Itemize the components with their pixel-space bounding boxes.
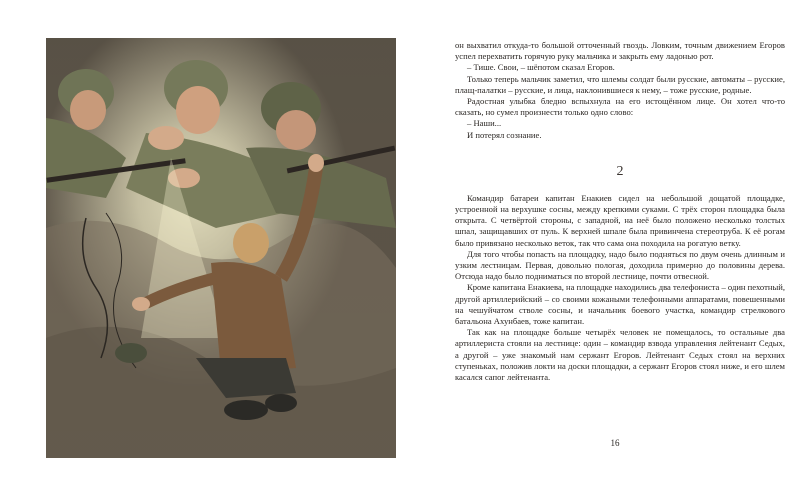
paragraph: Для того чтобы попасть на площадку, надо было подняться по двум очень длинным и узким лестницам. Первая, довольно пологая, доходила примерно до половины дерева. Отсюда надо было подниматься по второй лестнице, почти отвесной. — [455, 248, 785, 282]
dialogue-line: – Наши... — [467, 118, 502, 129]
paragraph: Только теперь мальчик заметил, что шлемы солдат были русские, автоматы – русские, плащ-палатки – русские, и лица, наклонившиеся к нему, – тоже русские, родные. — [455, 73, 785, 95]
paragraph: Так как на площадке больше четырёх человек не помещалось, то остальные два артиллериста стояли на лестнице: один – командир взвода управления лейтенант Седых, а другой – уже знакомый нам сержант Егоров. Лейтенант Седых стоял на верхних ступеньках, положив локти на доски площадки, а сержант Егоров стоял ниже, и его шлем касался сапог лейтенанта. — [455, 327, 785, 383]
paragraph: Радостная улыбка бледно вспыхнула на его истощённом лице. Он хотел что-то сказать, но сумел произнести только одно слово: — [455, 96, 785, 118]
war-illustration — [46, 38, 396, 458]
chapter-number: 2 — [616, 163, 624, 179]
paragraph: он выхватил откуда-то большой отточенный гвоздь. Ловким, точным движением Егоров успел перехватить горячую руку мальчика и закрыть ему ладонью рот. — [455, 40, 785, 62]
page-number: 16 — [610, 438, 620, 448]
paragraph: И потерял сознание. — [467, 129, 542, 140]
paragraph: Командир батареи капитан Енакиев сидел на небольшой дощатой площадке, устроенной на верхушке сосны, между крепкими суками. С трёх сторон площадка была открыта. С четвёртой стороны, с западной, на неё было положено несколько толстых шпал, защищавших от пуль. К верхней шпале была привинчена стереотруба. К её рогам было привязано несколько веток, так что сама она походила на рогатую ветку. — [455, 192, 785, 248]
text-column — [455, 40, 785, 383]
paragraph: Кроме капитана Енакиева, на площадке находились два телефониста – один пехотный, другой артиллерийский – со своими кожаными телефонными аппаратами, повешенными на чешуйчатом стволе сосны, и начальник боевого участка, командир стрелкового батальона Ахунбаев, тоже капитан. — [455, 282, 785, 327]
book-illustration — [46, 38, 396, 458]
dialogue-line: – Тише. Свои, – шёпотом сказал Егоров. — [467, 62, 615, 73]
